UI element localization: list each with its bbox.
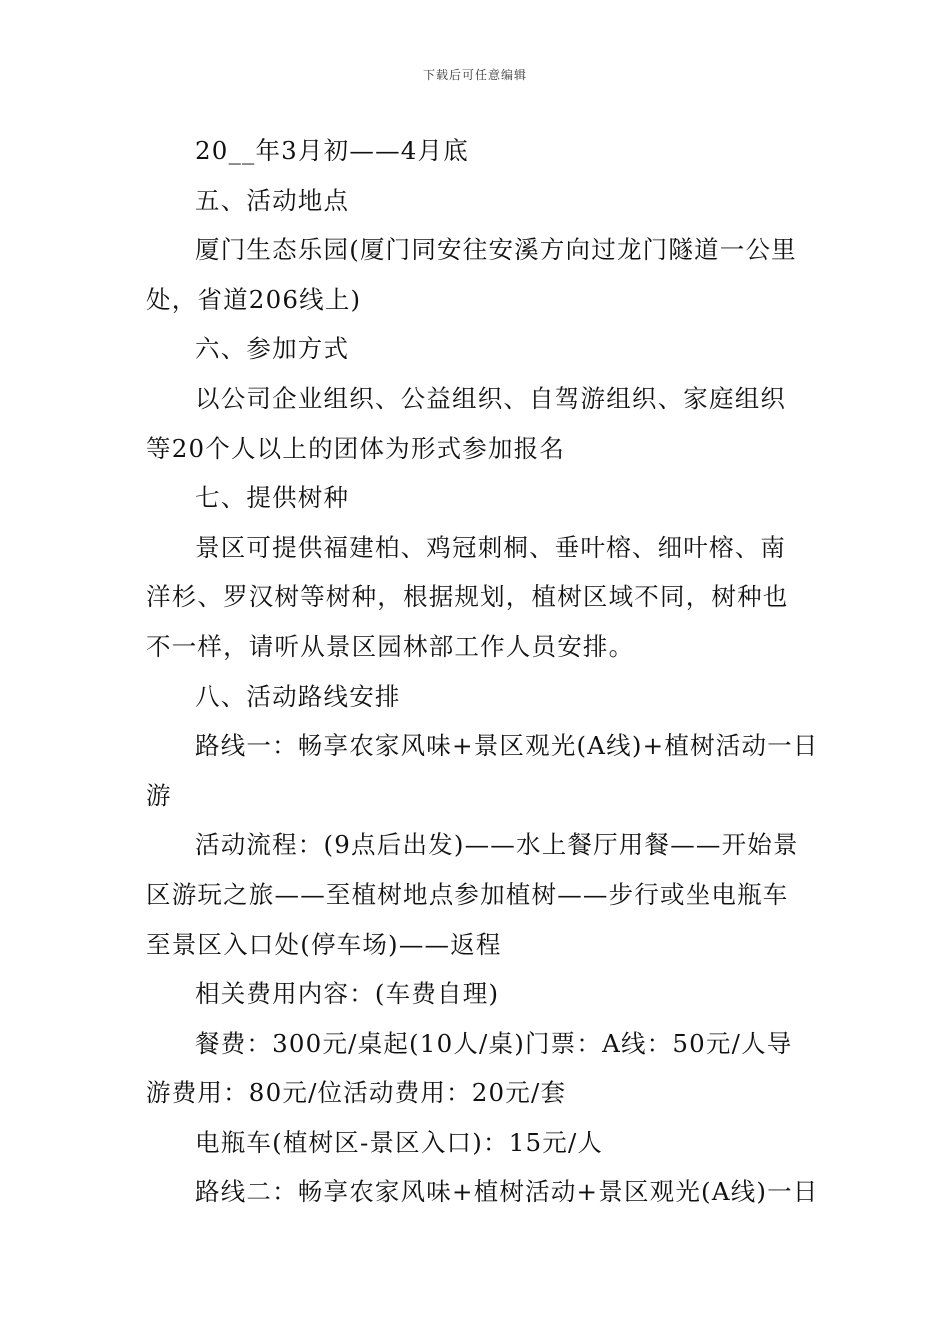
section-heading-participation: [146, 324, 811, 374]
fees-heading-paragraph: [146, 969, 811, 1019]
text-line: 路线一：畅享农家风味+景区观光(A线)+植树活动一日: [195, 731, 819, 761]
text-line: 游: [146, 780, 172, 810]
text-line: 厦门生态乐园(厦门同安往安溪方向过龙门隧道一公里: [195, 235, 797, 265]
fees-paragraph: [146, 1019, 811, 1118]
text-line: 相关费用内容：(车费自理): [195, 979, 500, 1009]
text-line: 游费用：80元/位活动费用：20元/套: [146, 1078, 567, 1108]
text-line: 景区可提供福建柏、鸡冠刺桐、垂叶榕、细叶榕、南: [195, 532, 787, 562]
date-paragraph: [146, 126, 811, 176]
text-line: 餐费：300元/桌起(10人/桌)门票：A线：50元/人导: [195, 1028, 793, 1058]
text-line: 七、提供树种: [195, 483, 350, 513]
text-line: 活动流程：(9点后出发)——水上餐厅用餐——开始景: [195, 830, 799, 860]
text-line: 以公司企业组织、公益组织、自驾游组织、家庭组织: [195, 383, 787, 413]
text-line: 不一样，请听从景区园林部工作人员安排。: [146, 631, 635, 661]
route-one-paragraph: [146, 721, 819, 820]
text-line: 处，省道206线上): [146, 284, 362, 314]
document-body: [146, 126, 819, 1217]
text-line: 八、活动路线安排: [195, 681, 401, 711]
page-header: 下载后可任意编辑: [422, 68, 527, 82]
route-two-paragraph: [146, 1167, 819, 1217]
participation-paragraph: [146, 374, 811, 473]
location-paragraph: [146, 225, 811, 324]
text-line: 20__年3月初——4月底: [195, 136, 469, 165]
tree-species-paragraph: [146, 523, 811, 672]
activity-flow-paragraph: [146, 820, 811, 969]
text-line: 五、活动地点: [195, 185, 350, 215]
text-line: 路线二：畅享农家风味+植树活动+景区观光(A线)一日: [195, 1177, 819, 1207]
section-heading-route: [146, 672, 811, 722]
section-heading-tree-species: [146, 473, 811, 523]
shuttle-fee-paragraph: [146, 1118, 811, 1168]
text-line: 六、参加方式: [195, 334, 350, 364]
text-line: 洋杉、罗汉树等树种，根据规划，植树区域不同，树种也: [146, 582, 789, 612]
section-heading-location: [146, 176, 811, 226]
text-line: 电瓶车(植树区-景区入口)：15元/人: [195, 1127, 604, 1157]
text-line: 区游玩之旅——至植树地点参加植树——步行或坐电瓶车: [146, 879, 789, 909]
text-line: 等20个人以上的团体为形式参加报名: [146, 433, 566, 463]
text-line: 至景区入口处(停车场)——返程: [146, 929, 502, 959]
